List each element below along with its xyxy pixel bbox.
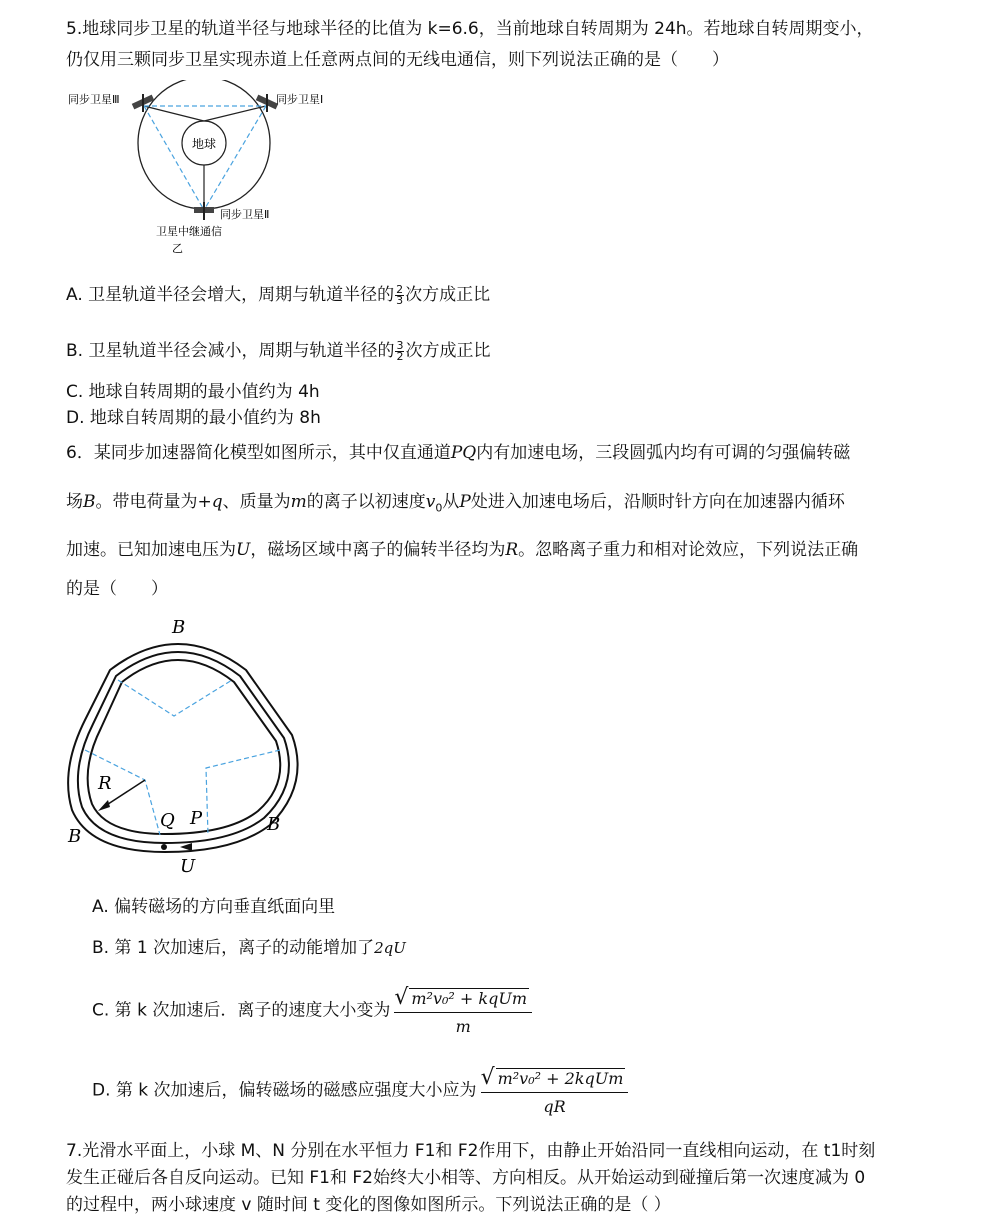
radius-arrowhead-icon — [98, 800, 110, 811]
label-R: R — [98, 773, 112, 794]
figure-sublabel: 乙 — [172, 242, 183, 255]
q6-option-c: C. 第 k 次加速后．离子的速度大小变为 √ m²v₀² + kqUm m — [92, 985, 532, 1036]
q5-stem-line1: 5.地球同步卫星的轨道半径与地球半径的比值为 k=6.6，当前地球自转周期为 24h。若地球自转周期变小， — [66, 19, 874, 39]
sat-1-label: 同步卫星Ⅰ — [276, 93, 324, 106]
q7-stem-line2: 发生正碰后各自反向运动。已知 F1和 F2始终大小相等、方向相反。从开始运动到碰撞后第一次速度减为 0 — [66, 1168, 866, 1188]
sat-3-label: 同步卫星Ⅲ — [68, 93, 120, 106]
label-B-top: B — [172, 617, 186, 638]
formula-d: √ m²v₀² + 2kqUm qR — [481, 1065, 629, 1116]
formula-c: √ m²v₀² + kqUm m — [394, 985, 532, 1036]
relay-link-1-2 — [204, 106, 266, 210]
accelerator-outer-wall — [68, 644, 297, 852]
accelerator-inner-wall — [88, 660, 281, 834]
direction-arrow-icon — [180, 843, 192, 851]
field-boundary-top — [118, 680, 232, 716]
q5-option-a: A. 卫星轨道半径会增大，周期与轨道半径的 $\frac{2}{3}$ 次方成正比 — [66, 282, 491, 307]
q5-option-b: B. 卫星轨道半径会减小，周期与轨道半径的 $\frac{3}{2}$ 次方成正比 — [66, 338, 491, 363]
q6-option-a: A. 偏转磁场的方向垂直纸面向里 — [92, 897, 336, 917]
field-boundary-left — [85, 750, 160, 835]
relay-link-3-2 — [144, 106, 204, 210]
q5-stem-line2: 仍仅用三颗同步卫星实现赤道上任意两点间的无线电通信，则下列说法正确的是（ ） — [66, 50, 729, 70]
q6-option-b: B. 第 1 次加速后，离子的动能增加了2qU — [92, 938, 406, 958]
sat-2-label: 同步卫星Ⅱ — [220, 208, 270, 221]
ion-dot — [161, 844, 167, 850]
q6-stem-line4: 的是（ ） — [66, 579, 168, 599]
label-B-right: B — [267, 814, 281, 835]
label-Q: Q — [160, 810, 175, 831]
relay-caption: 卫星中继通信 — [156, 225, 222, 238]
q6-option-d: D. 第 k 次加速后，偏转磁场的磁感应强度大小应为 √ m²v₀² + 2kqUm qR — [92, 1065, 628, 1116]
label-P: P — [190, 808, 203, 829]
q5-figure-satellite-relay — [60, 80, 350, 260]
q6-stem-line1: 6．某同步加速器简化模型如图所示，其中仅直通道PQ内有加速电场，三段圆弧内均有可调的匀强偏转磁 — [66, 443, 851, 463]
satellite-2-icon — [194, 202, 214, 220]
accelerator-middle-wall — [78, 652, 289, 843]
q6-stem-line2: 场B。带电荷量为+q、质量为m的离子以初速度$v_0$从P处进入加速电场后，沿顺时针方向在加速器内循环 — [66, 492, 845, 515]
earth-label: 地球 — [191, 137, 217, 151]
q5-option-c: C. 地球自转周期的最小值约为 4h — [66, 382, 320, 402]
q7-stem-line3: 的过程中，两小球速度 v 随时间 t 变化的图像如图所示。下列说法正确的是（ ） — [66, 1195, 671, 1215]
q6-figure-accelerator — [60, 610, 300, 885]
label-U: U — [180, 856, 196, 877]
label-B-left: B — [68, 826, 82, 847]
q7-stem-line1: 7.光滑水平面上，小球 M、N 分别在水平恒力 F1和 F2作用下，由静止开始沿同一直线相向运动，在 t1时刻 — [66, 1141, 876, 1161]
satellite-1-icon — [256, 94, 278, 112]
q5-option-d: D. 地球自转周期的最小值约为 8h — [66, 408, 321, 428]
q6-stem-line3: 加速。已知加速电压为U，磁场区域中离子的偏转半径均为R。忽略离子重力和相对论效应，下列说法正确 — [66, 540, 859, 560]
